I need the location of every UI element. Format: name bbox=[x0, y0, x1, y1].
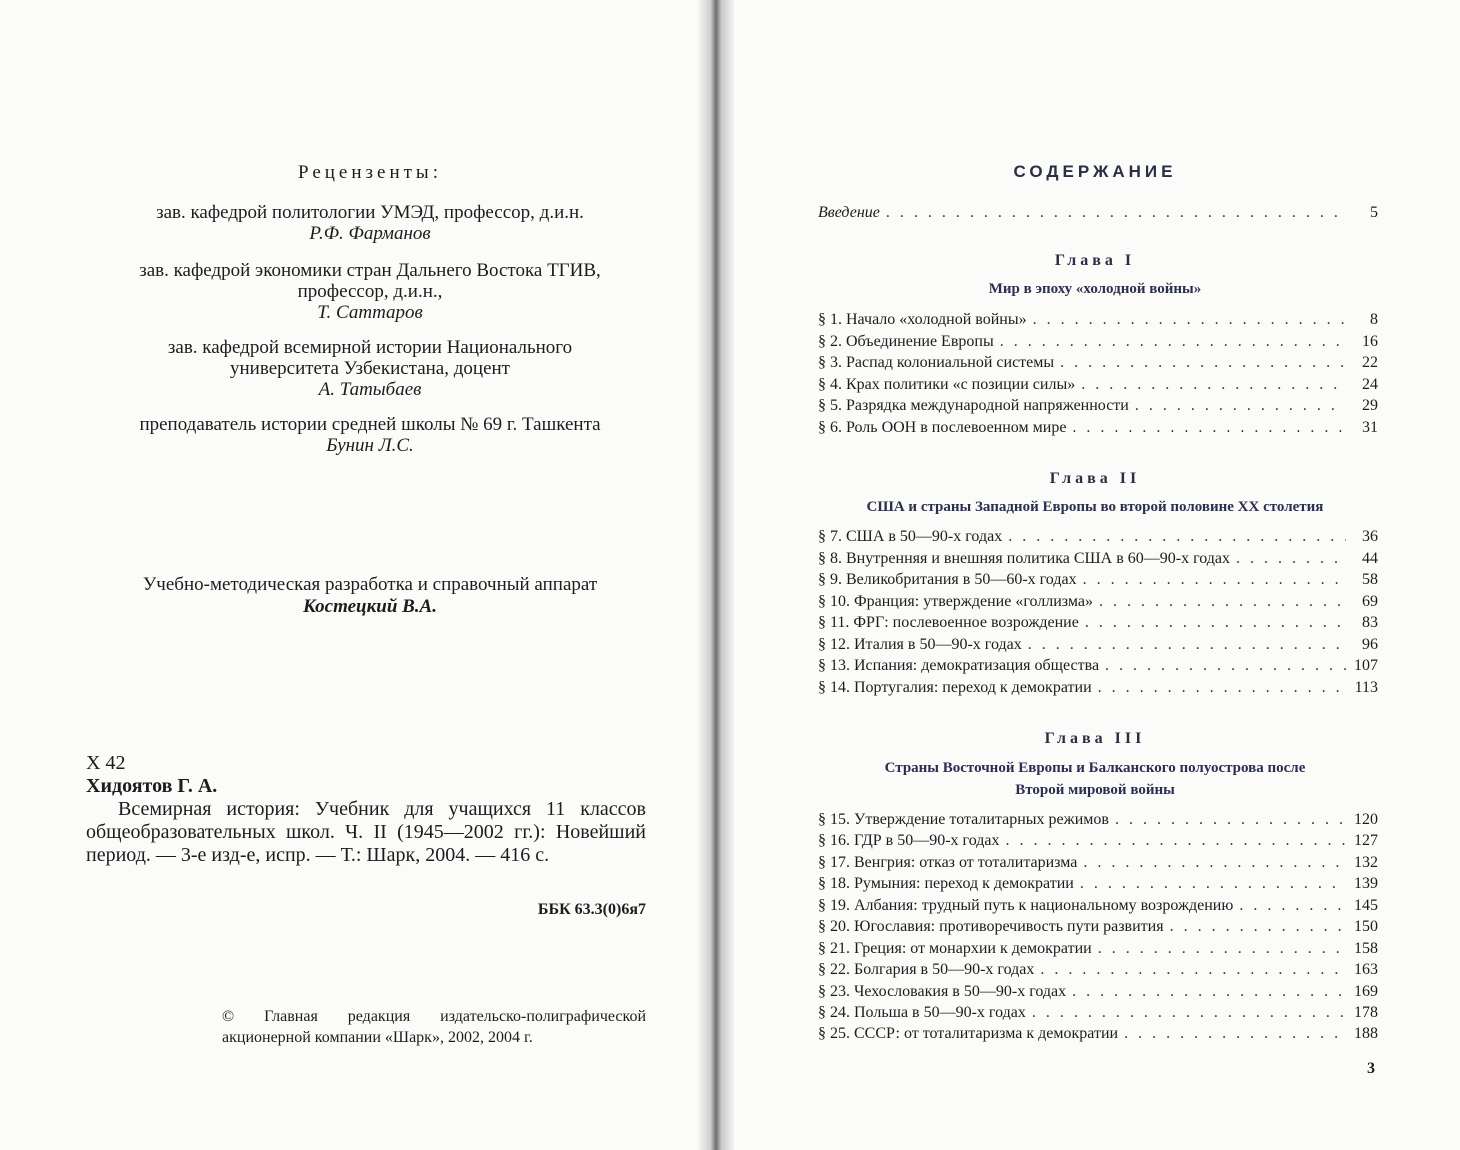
dot-leader bbox=[1081, 374, 1346, 396]
reviewer-position: зав. кафедрой экономики стран Дальнего Востока ТГИВ, bbox=[139, 260, 601, 281]
toc-entry-page: 24 bbox=[1362, 376, 1378, 393]
toc-entry-page: 163 bbox=[1354, 961, 1378, 978]
chapter-heading: Глава III bbox=[1044, 730, 1146, 747]
toc-entry-page: 22 bbox=[1362, 354, 1378, 371]
toc-entry-title: § 25. СССР: от тоталитаризма к демократии bbox=[818, 1025, 1119, 1042]
toc-entry-title: § 12. Италия в 50—90-х годах bbox=[818, 636, 1022, 653]
reviewer-position: зав. кафедрой политологии УМЭД, профессор, д.и.н. bbox=[156, 202, 584, 223]
toc-entry[interactable] bbox=[818, 548, 1378, 570]
toc-entry[interactable] bbox=[818, 395, 1378, 417]
toc-entry-page: 36 bbox=[1362, 528, 1378, 545]
toc-entry-title: § 3. Распад колониальной системы bbox=[818, 354, 1055, 371]
toc-entry-page: 69 bbox=[1362, 593, 1378, 610]
toc-entry[interactable] bbox=[818, 873, 1378, 895]
page-number: 3 bbox=[1367, 1060, 1375, 1077]
reviewer-name: А. Татыбаев bbox=[318, 379, 422, 400]
toc-entry-title: § 6. Роль ООН в послевоенном мире bbox=[818, 419, 1067, 436]
dot-leader bbox=[1099, 591, 1346, 613]
dot-leader bbox=[1083, 852, 1346, 874]
toc-entry[interactable] bbox=[818, 895, 1378, 917]
catalog-record bbox=[86, 752, 646, 867]
dot-leader bbox=[1028, 634, 1346, 656]
dot-leader bbox=[1236, 548, 1346, 570]
toc-entry-title: § 11. ФРГ: послевоенное возрождение bbox=[818, 614, 1079, 631]
reviewer bbox=[0, 202, 740, 244]
toc-entry[interactable] bbox=[818, 981, 1378, 1003]
catalog-code: Х 42 bbox=[86, 752, 126, 774]
toc-entry[interactable] bbox=[818, 634, 1378, 656]
toc-entry-title: § 22. Болгария в 50—90-х годах bbox=[818, 961, 1035, 978]
toc-entry-title: § 20. Югославия: противоречивость пути развития bbox=[818, 918, 1164, 935]
toc-entry-page: 120 bbox=[1354, 811, 1378, 828]
toc-entry[interactable] bbox=[818, 417, 1378, 439]
toc-entry[interactable] bbox=[818, 1002, 1378, 1024]
toc-entry-title: § 10. Франция: утверждение «голлизма» bbox=[818, 593, 1094, 610]
toc-entry-page: 44 bbox=[1362, 550, 1378, 567]
chapter-subtitle-line: Мир в эпоху «холодной войны» bbox=[988, 281, 1202, 297]
toc-entry-title: § 15. Утверждение тоталитарных режимов bbox=[818, 811, 1109, 828]
reviewer bbox=[0, 337, 740, 400]
dot-leader bbox=[1080, 873, 1346, 895]
dot-leader bbox=[1032, 1002, 1346, 1024]
toc-entry-title: § 14. Португалия: переход к демократии bbox=[818, 679, 1092, 696]
chapter-subtitle bbox=[730, 757, 1460, 801]
toc-entry-title: § 17. Венгрия: отказ от тоталитаризма bbox=[818, 854, 1078, 871]
toc-entry-page: 96 bbox=[1362, 636, 1378, 653]
toc-entry[interactable] bbox=[818, 916, 1378, 938]
toc-entry-title: § 13. Испания: демократизация общества bbox=[818, 657, 1100, 674]
chapter-subtitle-line: США и страны Западной Европы во второй половине XX столетия bbox=[866, 499, 1324, 515]
toc-entry-page: 158 bbox=[1354, 940, 1378, 957]
toc-entry-page: 178 bbox=[1354, 1004, 1378, 1021]
toc-entry-title: § 19. Албания: трудный путь к национальному возрождению bbox=[818, 897, 1234, 914]
toc-entry-page: 31 bbox=[1362, 419, 1378, 436]
toc-entry-page: 5 bbox=[1370, 204, 1378, 221]
toc-entry-title: § 8. Внутренняя и внешняя политика США в 60—90-х годах bbox=[818, 550, 1231, 567]
reviewer-position: преподаватель истории средней школы № 69 г. Ташкента bbox=[139, 414, 601, 435]
development-text: Учебно-методическая разработка и справочный аппарат bbox=[142, 574, 598, 595]
toc-entry[interactable] bbox=[818, 677, 1378, 699]
dot-leader bbox=[1098, 938, 1346, 960]
dot-leader bbox=[886, 202, 1346, 224]
toc-entry[interactable] bbox=[818, 1023, 1378, 1045]
dot-leader bbox=[1170, 916, 1346, 938]
toc-entry[interactable] bbox=[818, 591, 1378, 613]
chapter-heading: Глава I bbox=[1054, 252, 1136, 269]
toc-entry-title: Введение bbox=[818, 204, 880, 221]
toc-entry[interactable] bbox=[818, 852, 1378, 874]
toc-entry-page: 169 bbox=[1354, 983, 1378, 1000]
catalog-description: Всемирная история: Учебник для учащихся 11 классов общеобразовательных школ. Ч. II (1945—2002 гг.): Новейший период. — 3-е изд-е, испр. — Т.: Шарк, 2004. — 416 с. bbox=[86, 798, 646, 866]
dot-leader bbox=[1115, 809, 1346, 831]
reviewer-name: Бунин Л.С. bbox=[326, 435, 414, 456]
toc-entry-title: § 23. Чехословакия в 50—90-х годах bbox=[818, 983, 1067, 1000]
toc-entry-title: § 9. Великобритания в 50—60-х годах bbox=[818, 571, 1077, 588]
dot-leader bbox=[1083, 569, 1346, 591]
toc-entry-page: 83 bbox=[1362, 614, 1378, 631]
dot-leader bbox=[1124, 1023, 1346, 1045]
toc-entry-page: 132 bbox=[1354, 854, 1378, 871]
toc-entry[interactable] bbox=[818, 612, 1378, 634]
chapter-subtitle bbox=[730, 496, 1460, 518]
toc-entry-page: 8 bbox=[1370, 311, 1378, 328]
reviewer-name: Р.Ф. Фарманов bbox=[309, 223, 431, 244]
dot-leader bbox=[1085, 612, 1346, 634]
chapter-subtitle-line: Страны Восточной Европы и Балканского полуострова после bbox=[884, 760, 1306, 776]
toc-entry[interactable] bbox=[818, 309, 1378, 331]
toc-entry-title: § 24. Польша в 50—90-х годах bbox=[818, 1004, 1026, 1021]
book-spine bbox=[698, 0, 734, 1150]
reviewer-position: зав. кафедрой всемирной истории Национального bbox=[167, 337, 573, 358]
reviewer-position: университета Узбекистана, доцент bbox=[230, 358, 510, 379]
toc-entry[interactable] bbox=[818, 374, 1378, 396]
dot-leader bbox=[1000, 331, 1346, 353]
development-credit bbox=[0, 574, 740, 618]
reviewers-heading: Рецензенты: bbox=[298, 162, 442, 183]
chapter-subtitle bbox=[730, 278, 1460, 300]
reviewer bbox=[0, 260, 740, 323]
toc-entry[interactable] bbox=[818, 331, 1378, 353]
toc-entry[interactable] bbox=[818, 526, 1378, 548]
toc-entry-title: § 2. Объединение Европы bbox=[818, 333, 994, 350]
dot-leader bbox=[1239, 895, 1346, 917]
toc-entry-page: 127 bbox=[1354, 832, 1378, 849]
toc-entry-title: § 1. Начало «холодной войны» bbox=[818, 311, 1027, 328]
toc-entry-title: § 4. Крах политики «с позиции силы» bbox=[818, 376, 1076, 393]
dot-leader bbox=[1135, 395, 1346, 417]
chapter-subtitle-line: Второй мировой войны bbox=[1015, 782, 1175, 798]
toc-entry-page: 113 bbox=[1354, 679, 1378, 696]
dot-leader bbox=[1072, 417, 1346, 439]
toc-entry[interactable] bbox=[818, 830, 1378, 852]
dot-leader bbox=[1040, 959, 1346, 981]
dot-leader bbox=[1105, 655, 1346, 677]
toc-entry-title: § 21. Греция: от монархии к демократии bbox=[818, 940, 1092, 957]
toc-entry-page: 29 bbox=[1362, 397, 1378, 414]
toc-entry[interactable] bbox=[818, 938, 1378, 960]
chapter-heading: Глава II bbox=[1049, 470, 1141, 487]
toc-entry-title: § 18. Румыния: переход к демократии bbox=[818, 875, 1074, 892]
toc-entry-page: 188 bbox=[1354, 1025, 1378, 1042]
toc-entry-title: § 16. ГДР в 50—90-х годах bbox=[818, 832, 1000, 849]
copyright-notice: © Главная редакция издательско-полиграфической акционерной компании «Шарк», 2002, 2004 г. bbox=[222, 1008, 646, 1046]
dot-leader bbox=[1098, 677, 1346, 699]
toc-entry[interactable] bbox=[818, 959, 1378, 981]
catalog-author: Хидоятов Г. А. bbox=[86, 775, 218, 797]
dot-leader bbox=[1008, 526, 1346, 548]
toc-entry[interactable] bbox=[818, 569, 1378, 591]
toc-entry-page: 139 bbox=[1354, 875, 1378, 892]
toc-entry-title: § 7. США в 50—90-х годах bbox=[818, 528, 1003, 545]
dot-leader bbox=[1033, 309, 1346, 331]
dot-leader bbox=[1072, 981, 1346, 1003]
toc-entry-title: § 5. Разрядка международной напряженности bbox=[818, 397, 1129, 414]
reviewer-name: Т. Саттаров bbox=[317, 302, 423, 323]
toc-entry[interactable] bbox=[818, 809, 1378, 831]
toc-entry-page: 16 bbox=[1362, 333, 1378, 350]
toc-entry[interactable] bbox=[818, 352, 1378, 374]
reviewer bbox=[0, 414, 740, 456]
toc-title: СОДЕРЖАНИЕ bbox=[1013, 162, 1177, 181]
reviewer-position: профессор, д.и.н., bbox=[297, 281, 443, 302]
toc-entry-page: 150 bbox=[1354, 918, 1378, 935]
toc-entry-page: 145 bbox=[1354, 897, 1378, 914]
development-name: Костецкий В.А. bbox=[303, 596, 437, 617]
dot-leader bbox=[1060, 352, 1346, 374]
right-page bbox=[730, 0, 1460, 1150]
dot-leader bbox=[1005, 830, 1346, 852]
toc-entry[interactable] bbox=[818, 655, 1378, 677]
left-page bbox=[0, 0, 700, 1150]
bbk-code: ББК 63.3(0)6я7 bbox=[537, 901, 646, 918]
toc-entry-intro[interactable] bbox=[818, 202, 1378, 224]
toc-entry-page: 58 bbox=[1362, 571, 1378, 588]
toc-entry-page: 107 bbox=[1354, 657, 1378, 674]
